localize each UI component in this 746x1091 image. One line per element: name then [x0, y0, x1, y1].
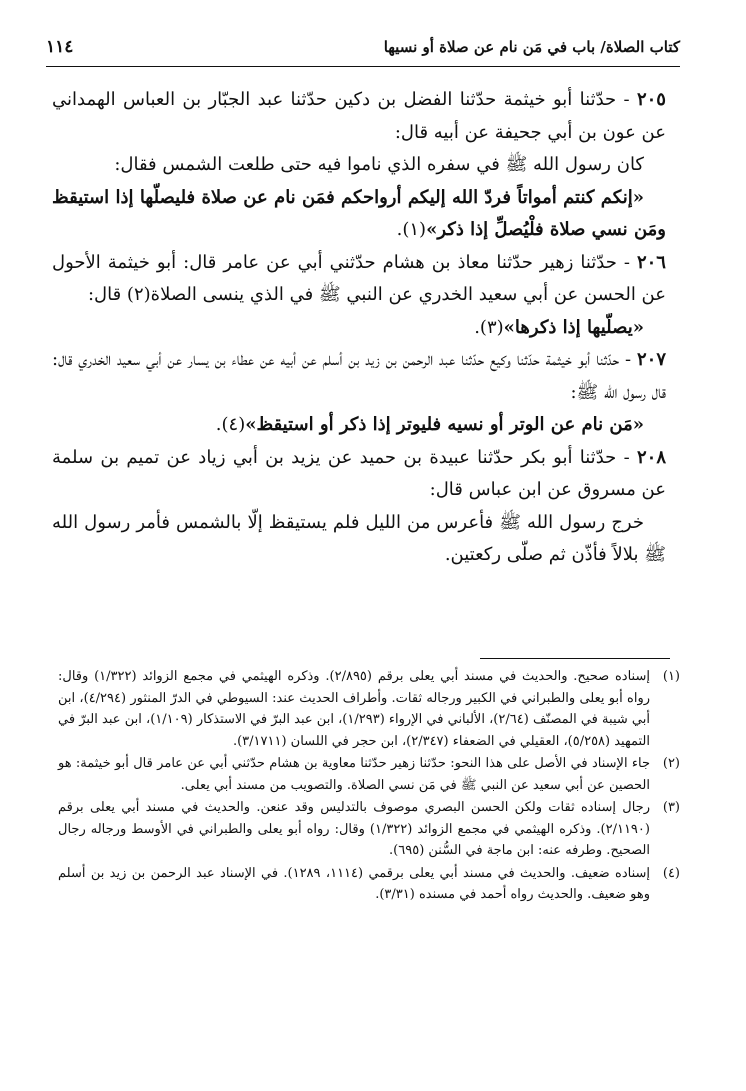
hadith-207-isnad: ٢٠٧ - حدّثنا أبو خيثمة حدّثنا وكيع حدّثنا عبد الرحمن بن زيد بن أسلم عن أبيه عن عطاء بن يسار عن أبي سعيد الخدري قال: قال رسول الله ﷺ:: [52, 349, 666, 403]
main-text: [52, 84, 666, 572]
footnote-number: (٢): [662, 756, 680, 771]
hadith-206-isnad: ٢٠٦ - حدّثنا زهير حدّثنا معاذ بن هشام حدّثني أبي عن عامر قال: أبو خيثمة الأحول عن الحسن عن أبي سعيد الخدري عن النبي ﷺ في الذي ينسى الصلاة(٢) قال:: [52, 251, 666, 305]
page-number: ١١٤: [46, 37, 74, 57]
running-header: [46, 38, 680, 67]
footnote-ref: (٣).: [474, 316, 504, 338]
footnote-ref: (٤).: [215, 414, 246, 435]
footnote-2: (٢) جاء الإسناد في الأصل على هذا النحو: حدّثنا زهير حدّثنا معاوية بن هشام حدّثني أبي عن عامر قال أبو خيثمة: هو الحصين عن أبي سعيد عن النبي ﷺ في مَن نسي الصلاة. والتصويب من مسند أبي يعلى.: [58, 753, 680, 796]
hadith-number: ٢٠٨: [636, 446, 666, 468]
hadith-205-isnad: ٢٠٥ - حدّثنا أبو خيثمة حدّثنا الفضل بن دكين حدّثنا عبد الجبّار بن العباس الهمداني عن عون بن أبي جحيفة عن أبيه قال:: [52, 89, 666, 143]
footnote-1: (١) إسناده صحيح. والحديث في مسند أبي يعلى برقم (٢/٨٩٥). وذكره الهيثمي في مجمع الزوائد (١/٣٢٢) وقال: رواه أبو يعلى والطبراني في الكبير ورجاله ثقات. وأطراف الحديث عند: السيوطي في الدرّ المنثور (٤/٢٩٤)، ابن أبي شيبة في المصنّف (٢/٦٤)، الألباني في الإرواء (١/٢٩٣)، ابن عبد البرّ في الاستذكار (١/١٠٩)، ابن عبد البرّ في التمهيد (٥/٢٥٨)، العقيلي في الضعفاء (٢/٣٤٧)، ابن حجر في اللسان (٣/١٧١١).: [58, 666, 680, 752]
hadith-number: ٢٠٧: [636, 349, 666, 370]
hadith-208-narrative: خرج رسول الله ﷺ فأعرس من الليل فلم يستيقظ إلّا بالشمس فأمر رسول الله ﷺ بلالاً فأذّن ثم صلّى ركعتين.: [52, 511, 666, 565]
chapter-title: كتاب الصلاة/ باب في مَن نام عن صلاة أو نسيها: [383, 38, 680, 56]
footnote-number: (١): [662, 669, 680, 684]
footnote-ref: (١).: [396, 219, 427, 240]
footnote-separator: [480, 658, 670, 659]
footnote-number: (٣): [662, 800, 680, 815]
footnotes: [58, 666, 680, 907]
hadith-207-text: «مَن نام عن الوتر أو نسيه فليوتر إذا ذكر أو استيقظ»(٤).: [215, 414, 644, 435]
hadith-205-text: «إنكم كنتم أمواتاً فردّ الله إليكم أرواحكم فمَن نام عن صلاة فليصلّها إذا استيقظ ومَن نسي صلاة فلْيُصلِّ إذا ذكر»(١).: [52, 186, 666, 240]
footnote-3: (٣) رجال إسناده ثقات ولكن الحسن البصري موصوف بالتدليس وقد عنعن. والحديث في مسند أبي يعلى برقم (٢/١١٩٠). وذكره الهيثمي في مجمع الزوائد (١/٣٢٢) وقال: رواه أبو يعلى والطبراني في الأوسط ورجاله رجال الصحيح. وطرفه عنه: ابن ماجة في السُّنن (٦٩٥).: [58, 797, 680, 862]
hadith-number: ٢٠٦: [636, 251, 666, 273]
hadith-number: ٢٠٥: [636, 89, 666, 110]
footnote-number: (٤): [662, 865, 680, 881]
hadith-205-narrative: كان رسول الله ﷺ في سفره الذي ناموا فيه حتى طلعت الشمس فقال:: [114, 154, 644, 175]
hadith-208-isnad: ٢٠٨ - حدّثنا أبو بكر حدّثنا عبيدة بن حميد عن يزيد بن أبي زياد عن تميم بن سلمة عن مسروق عن ابن عباس قال:: [52, 446, 666, 500]
hadith-206-text: «يصلّيها إذا ذكرها»(٣).: [474, 316, 644, 338]
footnote-4: (٤) إسناده ضعيف. والحديث في مسند أبي يعلى برقمي (١١١٤، ١٢٨٩). في الإسناد عبد الرحمن بن زيد بن أسلم وهو ضعيف. والحديث رواه أحمد في مسنده (٣/٣١).: [58, 863, 680, 906]
